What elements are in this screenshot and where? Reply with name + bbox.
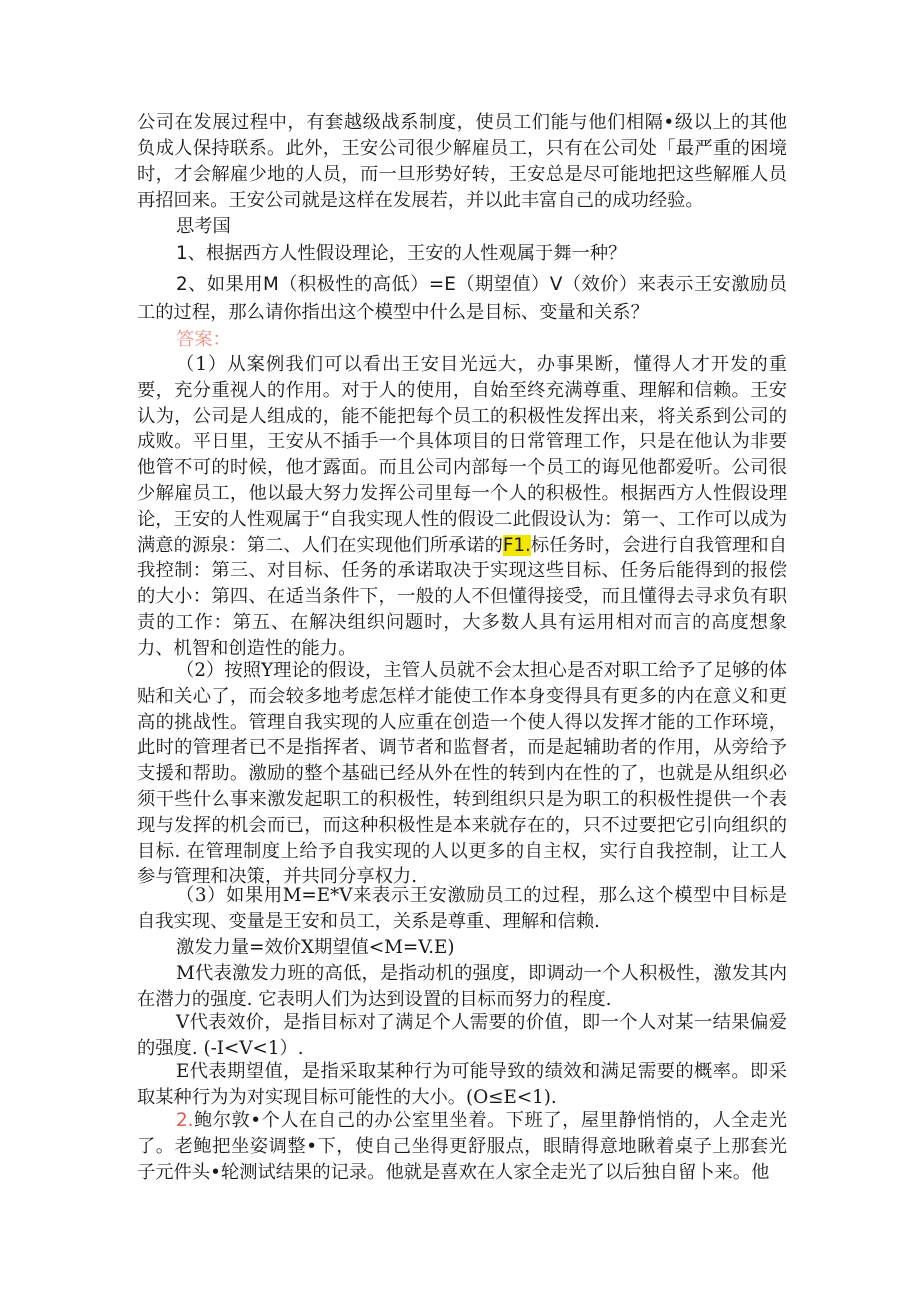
question-1: 1、根据西方人性假设理论，王安的人性观属于舞一种？: [176, 243, 627, 264]
answer-part-2: （2）按照Y理论的假设，主管人员就不会太担心是否对职工给予了足够的体贴和关心了，而会较多地考虑怎样才能使工作本身变得具有更多的内在意义和更高的挑战性。管理自我实现的人应重在创造一个使人得以发挥才能的工作环境，此时的管理者已不是指挥者、调节者和监督者，而是起辅助者的作用，从旁给予支援和帮助。激励的整个基础已经从外在性的转到内在性的了，也就是从组织必须干些什么事来激发起职工的积极性，转到组织只是为职工的积极性提供一个表现与发挥的机会而已，而这种积极性是本来就存在的，只不过要把它引向组织的目标. 在管理制度上给予自我实现的人以更多的自主权，实行自我控制，让工人参与管理和决策，并共同分享权力.: [137, 660, 787, 888]
answer-part-1-continued: 标任务时，会进行自我管理和自我控制：第三、对目标、任务的承诺取决于实现这些目标、任务后能得到的报偿的大小：第四、在适当条件下，一般的人不但懂得接受，而且懂得去寻求负有职责的工作：第五、在解决组织问题时，大多数人具有运用相对而言的高度想象力、机智和创造性的能力。: [137, 534, 788, 659]
answer-part-3: （3）如果用M=E*V来表示王安激励员工的过程，那么这个模型中目标是自我实现、变量是王安和员工，关系是尊重、理解和信赖.: [137, 885, 787, 932]
m-definition: M代表激发力班的高低，是指动机的强度，即调动一个人积极性，激发其内在潜力的强度. 它表明人们为达到设置的目标而努力的程度.: [137, 963, 787, 1010]
e-definition: E代表期望值，是指采取某种行为可能导致的绩效和满足需要的概率。即采取某种行为为对实现目标可能性的大小。(O≤E<1).: [137, 1061, 787, 1108]
formula-line: 激发力量=效价X期望值<M=V.E): [176, 937, 455, 958]
case-number: 2.: [176, 1110, 194, 1131]
intro-paragraph: 公司在发展过程中，有套越级战系制度，使员工们能与他们相隔•级以上的其他负成人保持联系。此外，王安公司很少解雇员工，只有在公司处「最严重的困境时，才会解雇少地的人员，而一旦形势好转，王安总是尽可能地把这些解雁人员再招回来。王安公司就是这样在发展若，并以此丰富自己的成功经验。: [137, 112, 787, 211]
answer-label: 答案：: [176, 329, 231, 350]
answer-part-1: [137, 352, 787, 662]
v-definition: V代表效价，是指目标对了满足个人需要的价值，即一个人对某一结果偏爱的强度. (-I<V<1）.: [137, 1012, 787, 1059]
highlighted-mark: F1.: [502, 534, 531, 556]
question-2: 2、如果用M（积极性的高低）=E（期望值）V（效价）来表示王安激励员工的过程，那么请你指出这个模型中什么是目标、变量和关系？: [137, 274, 787, 323]
answer-part-1-text: （1）从案例我们可以看出王安目光远大，办事果断，懂得人才开发的重要，充分重视人的作用。对于人的使用，自始至终充满尊重、理解和信赖。王安认为，公司是人组成的，能不能把每个员工的积极性发挥出来，将关系到公司的成败。平日里，王安从不插手一个具体项目的日常管理工作，只是在他认为非要他管不可的时候，他才露面。而且公司内部每一个员工的诲见他都爱听。公司很少解雇员工，他以最大努力发挥公司里每一个人的积极性。根据西方人性假设理论，王安的人性观属于“自我实现人性的假设二此假设认为：第一、工作可以成为满意的源泉：第二、人们在实现他们所承诺的: [137, 354, 787, 556]
case-2-text: 鲍尔敦•个人在自己的办公室里坐着。下班了，屋里静悄悄的，人全走光了。老鲍把坐姿调整•下，使自己坐得更舒服点，眼睛得意地瞅着桌子上那套光子元件头•轮测试结果的记录。他就是喜欢在人家全走光了以后独自留卜来。他: [137, 1110, 787, 1183]
case-2-paragraph: [137, 1108, 787, 1186]
question-heading: 思考国: [176, 216, 231, 237]
